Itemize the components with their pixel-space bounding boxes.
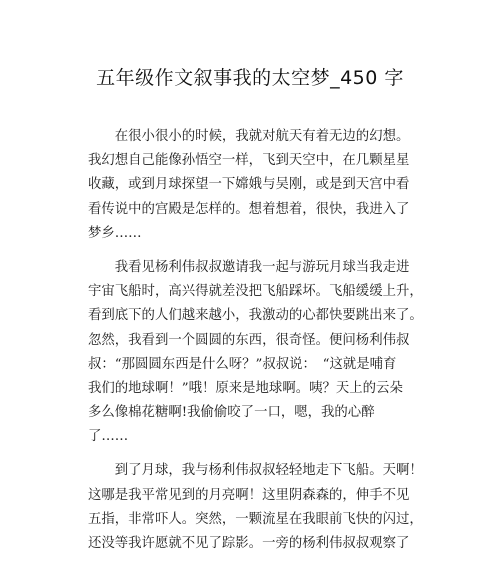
text-line: 我幻想自己能像孙悟空一样，飞到天空中，在几颗星星 [88,153,410,169]
text-line: 到了月球，我与杨利伟叔叔轻轻地走下飞船。天啊！ [88,463,423,479]
text-line: 在很小很小的时候，我就对航天有着无边的幻想。 [88,129,410,144]
text-line: 忽然，我看到一个圆圆的东西，很奇怪。便问杨利伟叔 [88,332,410,348]
text-line: 我们的地球啊！”哦！原来是地球啊。咦？天上的云朵 [88,380,403,396]
paragraph [88,459,424,556]
text-line: 叔：“那圆圆东西是什么呀？”叔叔说： “这就是哺育 [88,356,397,372]
text-line: 收藏，或到月球探望一下嫦娥与吴刚，或是到天宫中看 [88,177,410,193]
text-line: 看到底下的人们越来越小，我激动的心都快要跳出来了。 [88,308,423,324]
text-line: 这哪是我平常见到的月亮啊！这里阴森森的，伸手不见 [88,487,410,503]
text-line: 宇宙飞船时，高兴得就差没把飞船踩坏。飞船缓缓上升， [88,284,423,300]
text-line: 梦乡…… [88,225,142,241]
text-line: 我看见杨利伟叔叔邀请我一起与游玩月球当我走进 [88,259,410,275]
paragraph-gap [88,246,424,256]
text-line: 还没等我许愿就不见了踪影。一旁的杨利伟叔叔观察了 [88,536,410,551]
text-line: 五指，非常吓人。突然，一颗流星在我眼前飞快的闪过， [88,511,423,527]
document-title: 五年级作文叙事我的太空梦_450 字 [96,67,404,89]
document-body [88,125,424,556]
text-line: 多么像棉花糖啊!我偷偷咬了一口，嗯，我的心醉 [88,405,375,421]
paragraph [88,125,424,246]
paragraph-gap [88,449,424,459]
text-line: 看传说中的宫殿是怎样的。想着想着，很快，我进入了 [88,201,410,217]
text-line: 了…… [88,429,129,445]
paragraph [88,256,424,450]
